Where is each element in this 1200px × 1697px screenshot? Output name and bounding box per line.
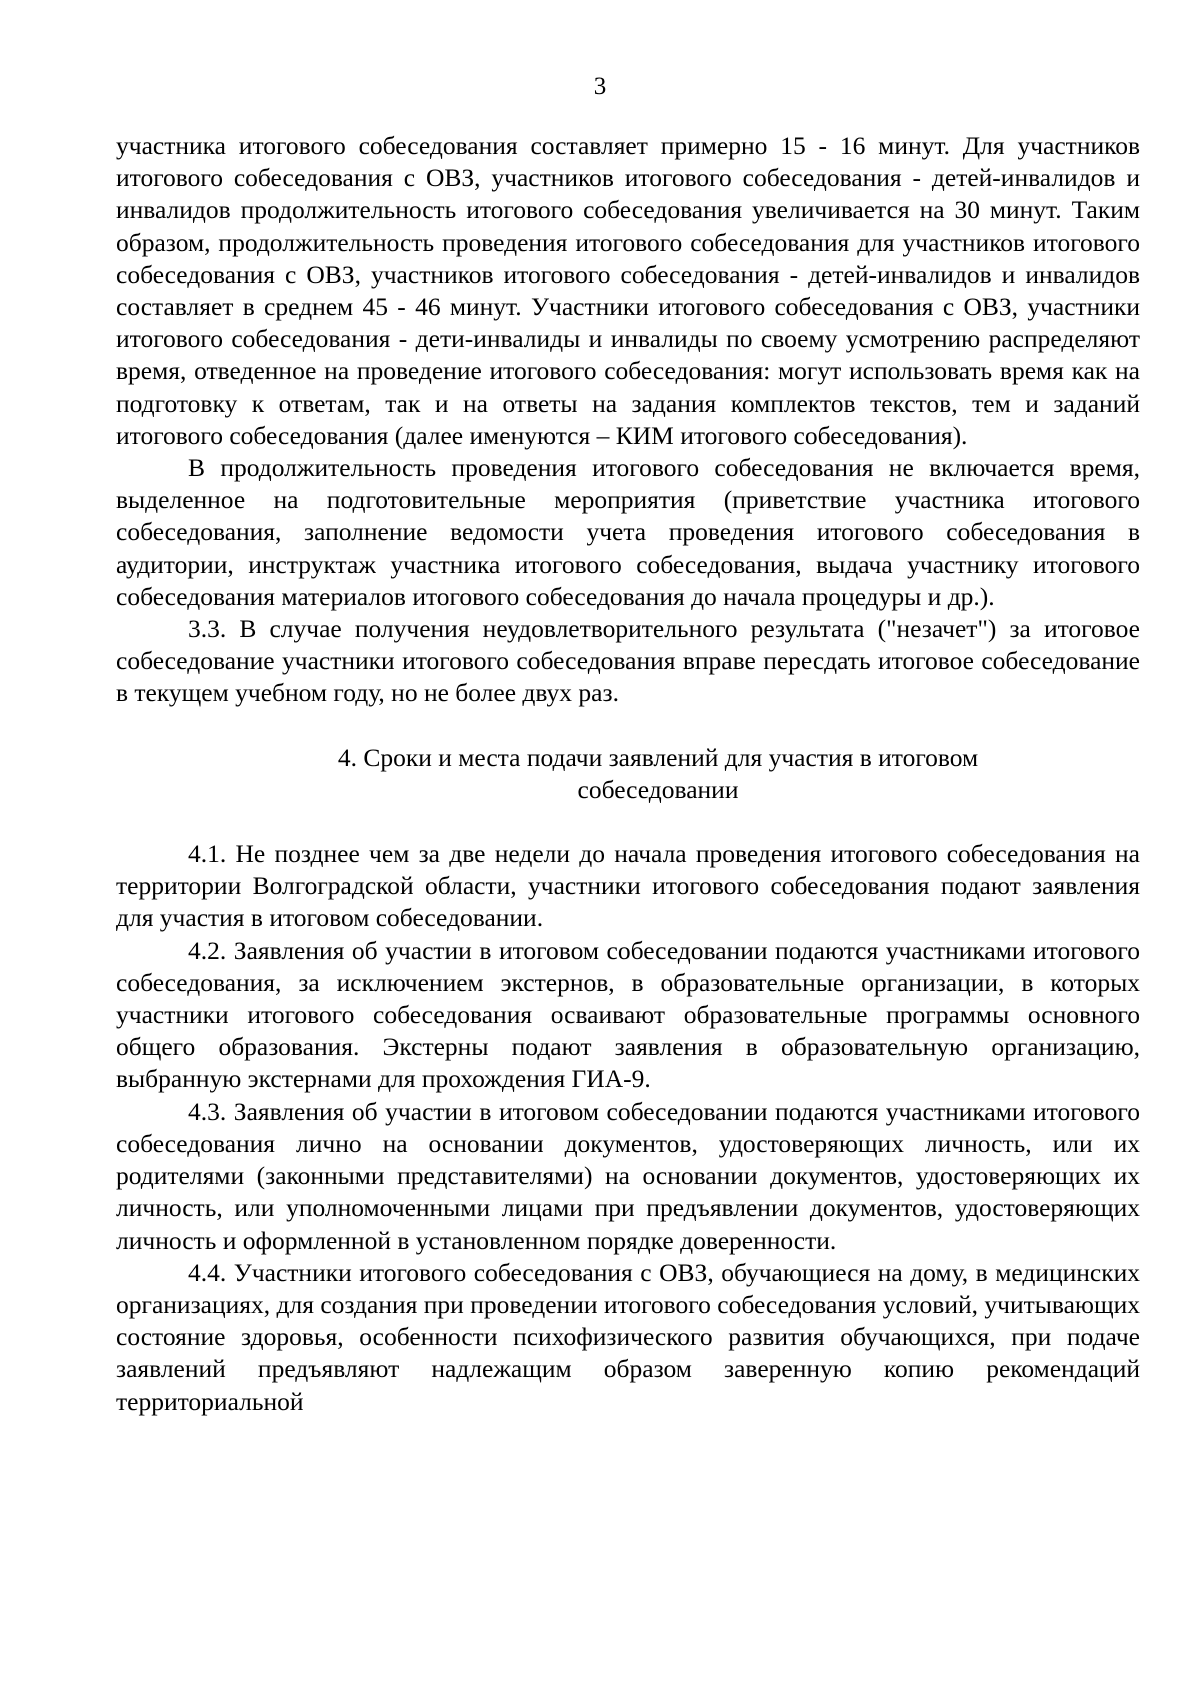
paragraph-4-3: 4.3. Заявления об участии в итоговом собеседовании подаются участниками итогового собеседования лично на основании документов, удостоверяющих личность, или их родителями (законными представителями) на основании документов, удостоверяющих их личность, или уполномоченными лицами при предъявлении документов, удостоверяющих личность и оформленной в установленном порядке доверенности. <box>116 1096 1140 1255</box>
paragraph-duration: участника итогового собеседования составляет примерно 15 - 16 минут. Для участников итогового собеседования с ОВЗ, участников итогового собеседования - детей-инвалидов и инвалидов продолжительность итогового собеседования увеличивается на 30 минут. Таким образом, продолжительность проведения итогового собеседования для участников итогового собеседования с ОВЗ, участников итогового собеседования - детей-инвалидов и инвалидов составляет в среднем 45 - 46 минут. Участники итогового собеседования с ОВЗ, участники итогового собеседования - дети-инвалиды и инвалиды по своему усмотрению распределяют время, отведенное на проведение итогового собеседования: могут использовать время как на подготовку к ответам, так и на ответы на задания комплектов текстов, тем и заданий итогового собеседования (далее именуются – КИМ итогового собеседования). <box>116 131 1140 450</box>
paragraph-4-4: 4.4. Участники итогового собеседования с ОВЗ, обучающиеся на дому, в медицинских организациях, для создания при проведении итогового собеседования условий, учитывающих состояние здоровья, особенности психофизического развития обучающихся, при подаче заявлений предъявляют надлежащим образом заверенную копию рекомендаций территориальной <box>116 1257 1140 1416</box>
paragraph-4-1: 4.1. Не позднее чем за две недели до начала проведения итогового собеседования на территории Волгоградской области, участники итогового собеседования подают заявления для участия в итоговом собеседовании. <box>116 839 1140 933</box>
section-heading-line2: собеседовании <box>577 774 739 804</box>
paragraph-4-2: 4.2. Заявления об участии в итоговом собеседовании подаются участниками итогового собеседования, за исключением экстернов, в образовательные организации, в которых участники итогового собеседования осваивают образовательные программы основного общего образования. Экстерны подают заявления в образовательную организацию, выбранную экстернами для прохождения ГИА-9. <box>116 935 1140 1094</box>
section-heading-4 <box>116 742 1140 806</box>
paragraph-preparation-time: В продолжительность проведения итогового собеседования не включается время, выделенное на подготовительные мероприятия (приветствие участника итогового собеседования, заполнение ведомости учета проведения итогового собеседования в аудитории, инструктаж участника итогового собеседования, выдача участнику итогового собеседования материалов итогового собеседования до начала процедуры и др.). <box>116 453 1140 611</box>
paragraph-3-3: 3.3. В случае получения неудовлетворительного результата ("незачет") за итоговое собеседование участники итогового собеседования вправе пересдать итоговое собеседование в текущем учебном году, но не более двух раз. <box>116 614 1140 708</box>
document-body <box>116 130 1140 1418</box>
page-number: 3 <box>593 73 607 100</box>
section-heading-line1: 4. Сроки и места подачи заявлений для участия в итоговом <box>337 742 979 772</box>
